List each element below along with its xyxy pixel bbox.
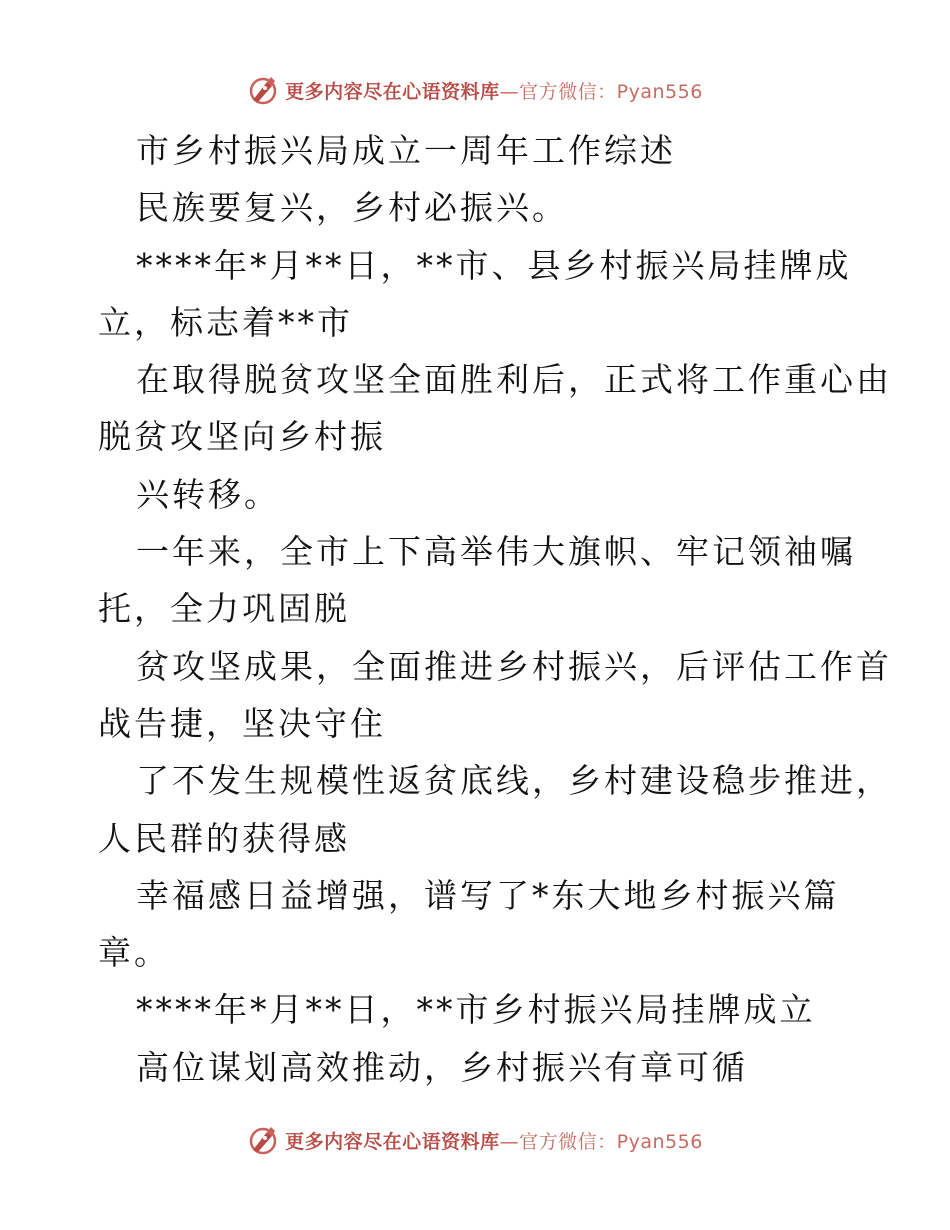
text-line: 战告捷，坚决守住 [98, 703, 386, 743]
document-title: 市乡村振兴局成立一周年工作综述 [136, 131, 676, 170]
text-line: 立，标志着**市 [98, 302, 353, 342]
text-line: 脱贫攻坚向乡村振 [98, 417, 386, 457]
footer-banner-separator: — [499, 1130, 520, 1153]
document-body [98, 122, 892, 1096]
text-line: 托，全力巩固脱 [98, 589, 350, 629]
text-line: 了不发生规模性返贫底线，乡村建设稳步推进， [136, 761, 892, 801]
footer-banner-contact: 官方微信：Pyan556 [519, 1130, 703, 1153]
text-line: ****年*月**日，**市、县乡村振兴局挂牌成 [136, 245, 852, 285]
text-line: 章。 [98, 933, 170, 973]
footer-banner-text [285, 1127, 703, 1154]
header-banner-main: 更多内容尽在心语资料库 [285, 80, 500, 103]
text-line: 在取得脱贫攻坚全面胜利后，正式将工作重心由 [136, 360, 892, 400]
header-banner-text [285, 77, 703, 104]
header-banner-contact: 官方微信：Pyan556 [519, 80, 703, 103]
text-line: 人民群的获得感 [98, 818, 350, 858]
footer-banner [0, 1122, 950, 1158]
header-banner [0, 72, 950, 108]
footer-banner-main: 更多内容尽在心语资料库 [285, 1130, 500, 1153]
header-banner-separator: — [499, 80, 520, 103]
text-line: 高位谋划高效推动，乡村振兴有章可循 [136, 1047, 748, 1087]
text-line: 民族要复兴，乡村必振兴。 [136, 188, 568, 228]
text-line: ****年*月**日，**市乡村振兴局挂牌成立 [136, 990, 816, 1030]
text-line: 贫攻坚成果，全面推进乡村振兴，后评估工作首 [136, 646, 892, 686]
text-line: 幸福感日益增强，谱写了*东大地乡村振兴篇 [136, 875, 840, 915]
text-line: 兴转移。 [136, 474, 280, 514]
pen-nib-circle-icon [247, 1124, 279, 1156]
pen-nib-circle-icon [247, 74, 279, 106]
text-line: 一年来，全市上下高举伟大旗帜、牢记领袖嘱 [136, 532, 856, 572]
